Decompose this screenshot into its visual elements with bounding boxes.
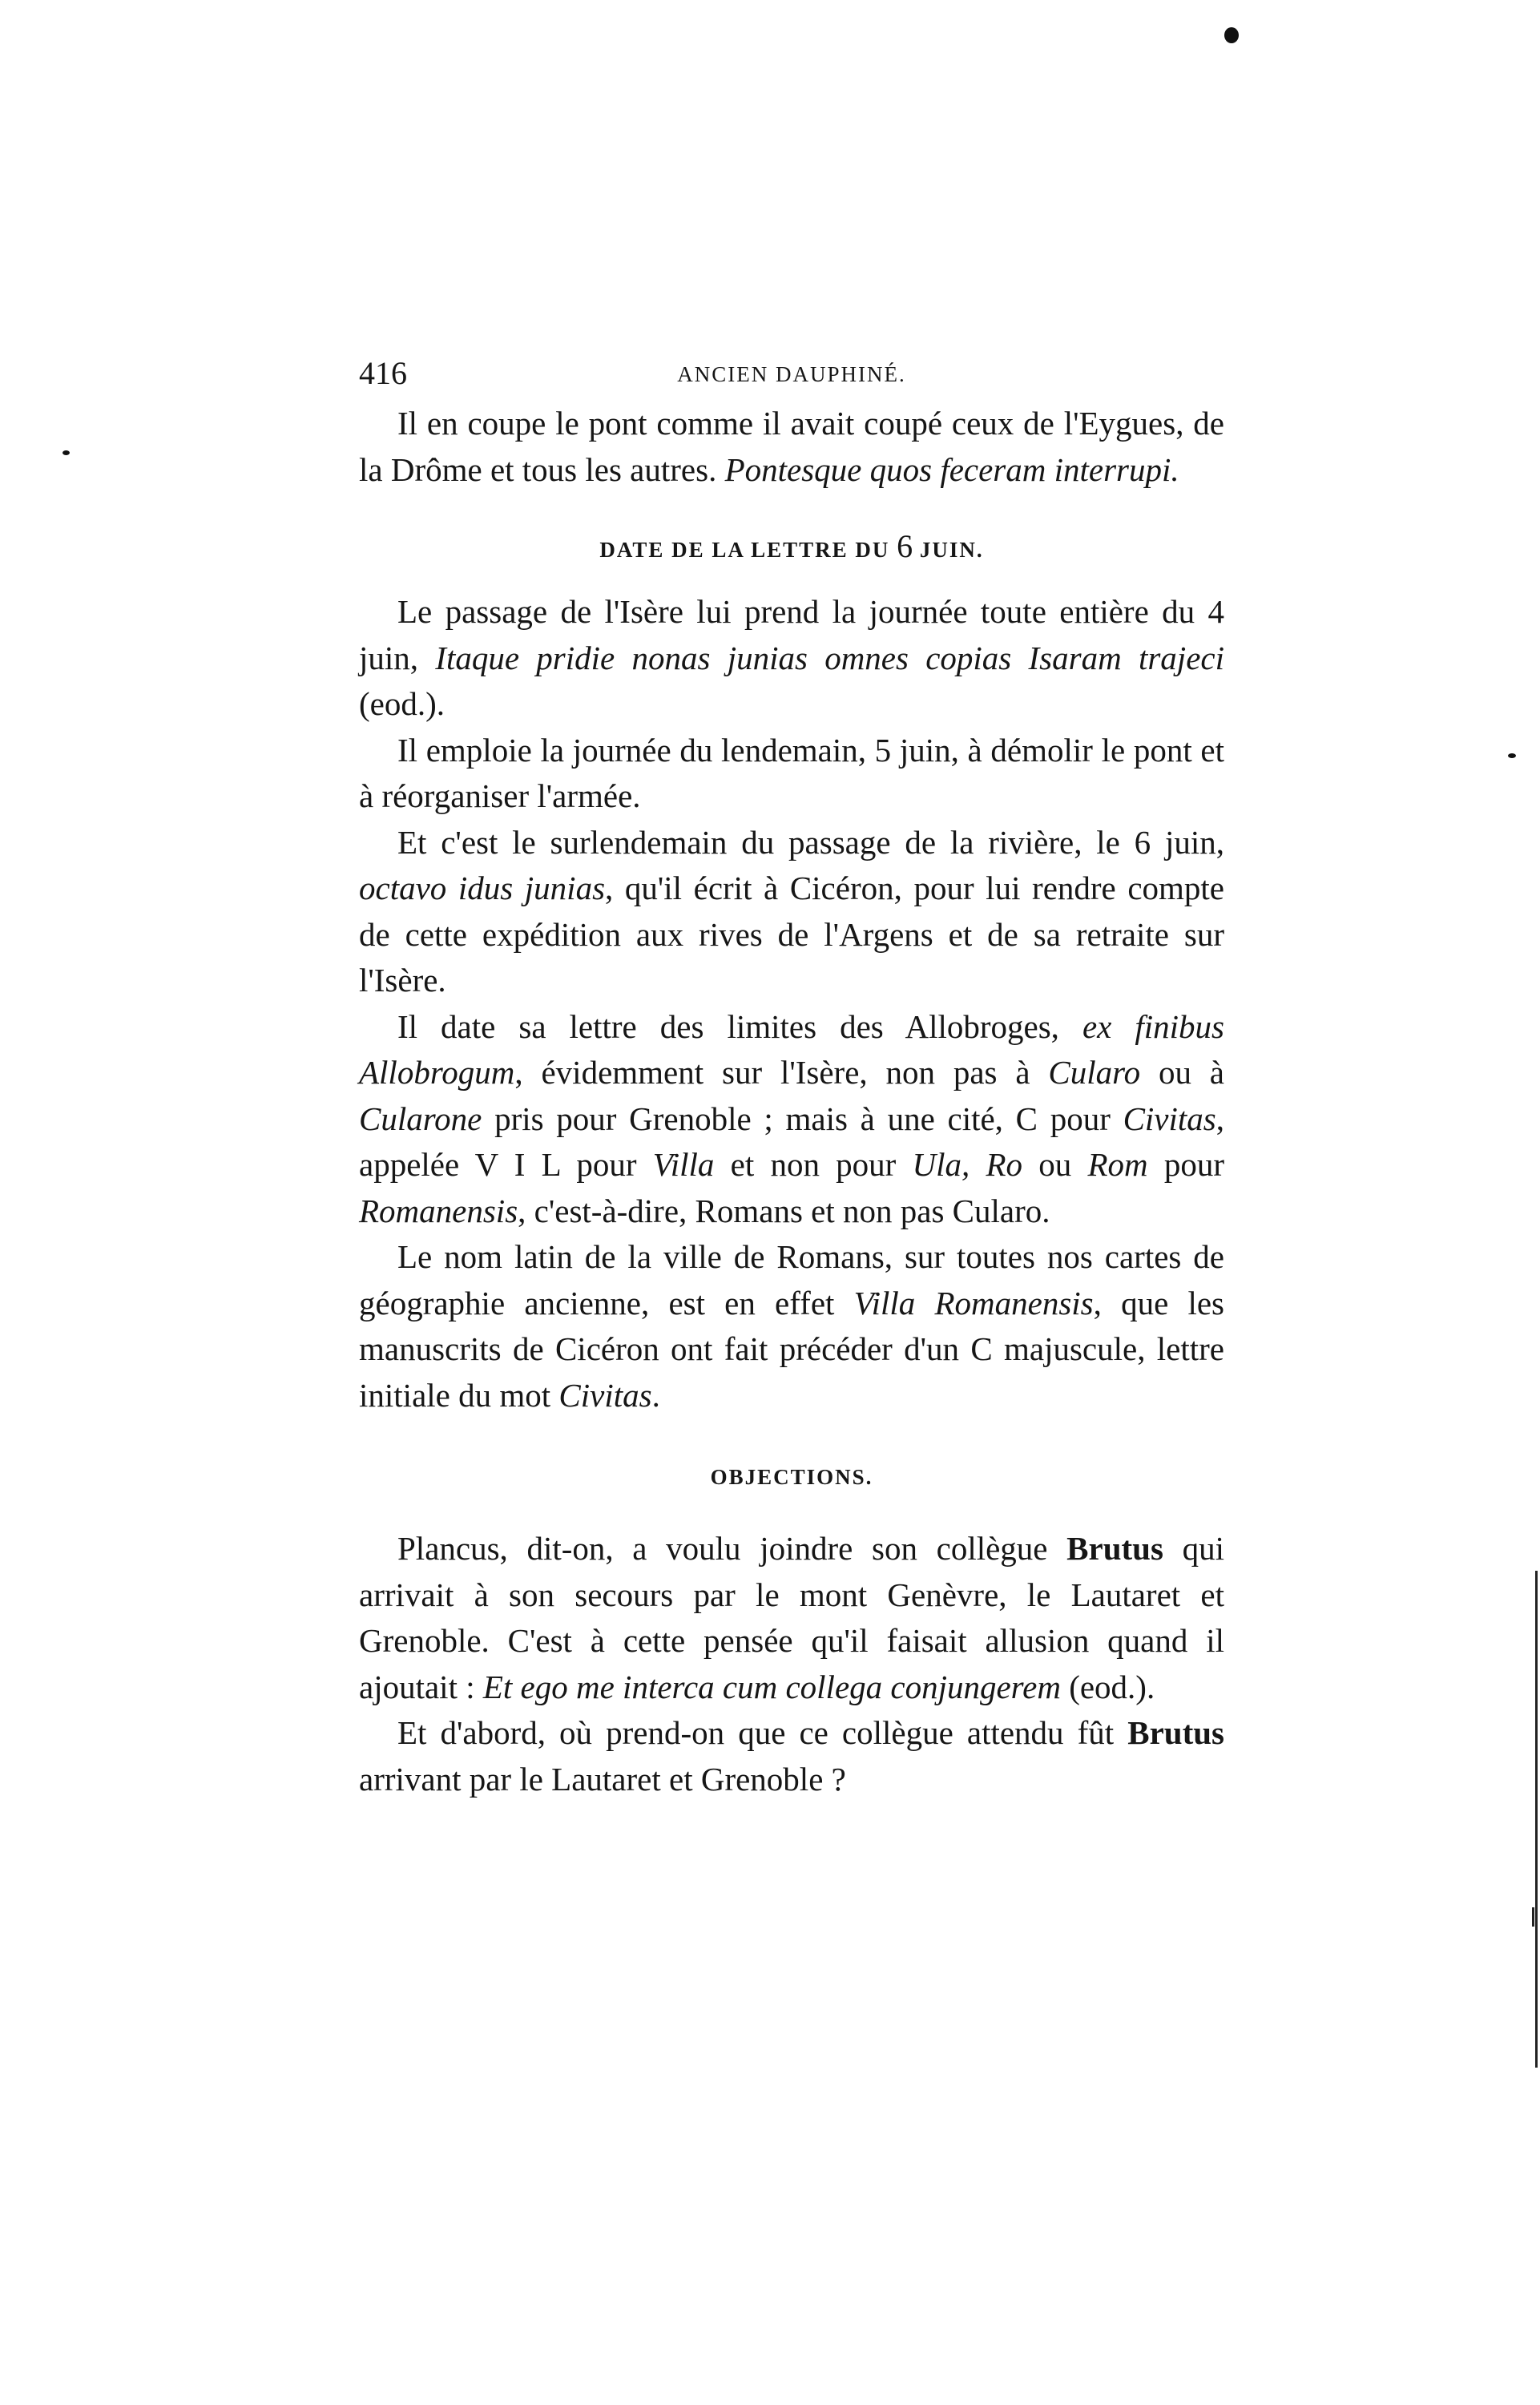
page-edge-shadow (1532, 1907, 1534, 1927)
heading-text-end: JUIN. (913, 538, 984, 562)
page-number: 416 (359, 355, 407, 391)
latin-word: Ula, Ro (912, 1146, 1023, 1183)
text-run: et non pour (714, 1146, 913, 1183)
ink-speck (62, 450, 70, 455)
paragraph-4 (359, 820, 1224, 1004)
latin-word: Cularone (359, 1100, 482, 1137)
latin-word: Romanensis (359, 1192, 518, 1229)
text-run: . (651, 1376, 660, 1414)
section-heading-date (359, 493, 1224, 589)
heading-text: DATE DE LA LETTRE DU (599, 538, 897, 562)
text-run: , évidemment sur l'Isère, non pas à (514, 1054, 1049, 1091)
latin-word: Cularo (1048, 1054, 1141, 1091)
paragraph-3: Il emploie la journée du lendemain, 5 juin, à démolir le pont et à réorganiser l'armée. (359, 731, 1224, 814)
paragraph-7 (359, 1526, 1224, 1710)
latin-word: Villa Romanensis (853, 1284, 1094, 1322)
text-run: Le passage de l'Isère lui prend la journée toute entière du 4 juin, (359, 593, 1224, 676)
paragraph-5 (359, 1004, 1224, 1235)
paragraph-1 (359, 401, 1224, 493)
name-word: Brutus (1127, 1714, 1224, 1751)
latin-word: Civitas (558, 1376, 652, 1414)
text-run: Plancus, dit-on, a voulu joindre son collègue (397, 1530, 1067, 1567)
page-header (359, 357, 1224, 389)
text-run: , qu'il écrit à Cicéron, pour lui rendre compte de cette expédition aux rives de l'Argens et de sa retraite sur l'Isère. (359, 870, 1224, 999)
text-run: qui arrivait à son secours par le mont Genèvre, le Lautaret et Grenoble. C'est à cette pensée qu'il faisait allusion quand il ajoutait : (359, 1530, 1224, 1705)
latin-quote: Pontesque quos feceram interrupi. (724, 450, 1179, 488)
latin-word: Civitas (1123, 1100, 1216, 1137)
text-run: pris pour Grenoble ; mais à une cité, C pour (482, 1100, 1123, 1137)
page-edge-shadow (1535, 1571, 1538, 2068)
latin-word: Rom (1087, 1146, 1148, 1183)
text-run: , c'est-à-dire, Romans et non pas Cularo. (518, 1192, 1050, 1229)
paragraph-2 (359, 589, 1224, 728)
heading-number: 6 (897, 528, 913, 564)
text-run: arrivant par le Lautaret et Grenoble ? (359, 1760, 846, 1798)
paragraph-6 (359, 1234, 1224, 1418)
text-run: (eod.). (359, 685, 445, 722)
text-run: Le nom latin de la ville de Romans, sur toutes nos cartes de géographie ancienne, est en effet (359, 1238, 1224, 1322)
text-run: , que les manuscrits de Cicéron ont fait précéder d'un C majuscule, lettre initiale du mot (359, 1284, 1224, 1414)
text-run: (eod.). (1060, 1668, 1155, 1705)
text-run: Et d'abord, où prend-on que ce collègue attendu fût (397, 1714, 1128, 1751)
running-head: ANCIEN DAUPHINÉ. (677, 362, 906, 386)
ink-speck (1224, 27, 1239, 43)
text-run: , appelée V I L pour (359, 1100, 1224, 1183)
name-word: Brutus (1066, 1530, 1163, 1567)
body-text (359, 401, 1224, 1802)
text-run: pour (1147, 1146, 1225, 1183)
text-run: Il date sa lettre des limites des Allobroges, (397, 1007, 1082, 1045)
paragraph-8 (359, 1710, 1224, 1802)
ink-speck (1508, 753, 1516, 758)
latin-quote: Itaque pridie nonas junias omnes copias Isaram trajeci (435, 639, 1224, 676)
latin-word: Villa (652, 1146, 715, 1183)
text-run: Et c'est le surlendemain du passage de la rivière, le 6 juin, (397, 823, 1224, 861)
text-run: ou à (1140, 1054, 1224, 1091)
latin-quote: ex finibus Allobrogum (359, 1007, 1224, 1091)
text-run: Il en coupe le pont comme il avait coupé ceux de l'Eygues, de la Drôme et tous les autres. (359, 405, 1224, 488)
section-heading-objections: OBJECTIONS. (710, 1465, 873, 1489)
latin-quote: Et ego me interca cum collega conjungerem (482, 1668, 1061, 1705)
latin-quote: octavo idus junias (359, 870, 606, 906)
text-run: ou (1022, 1146, 1088, 1183)
